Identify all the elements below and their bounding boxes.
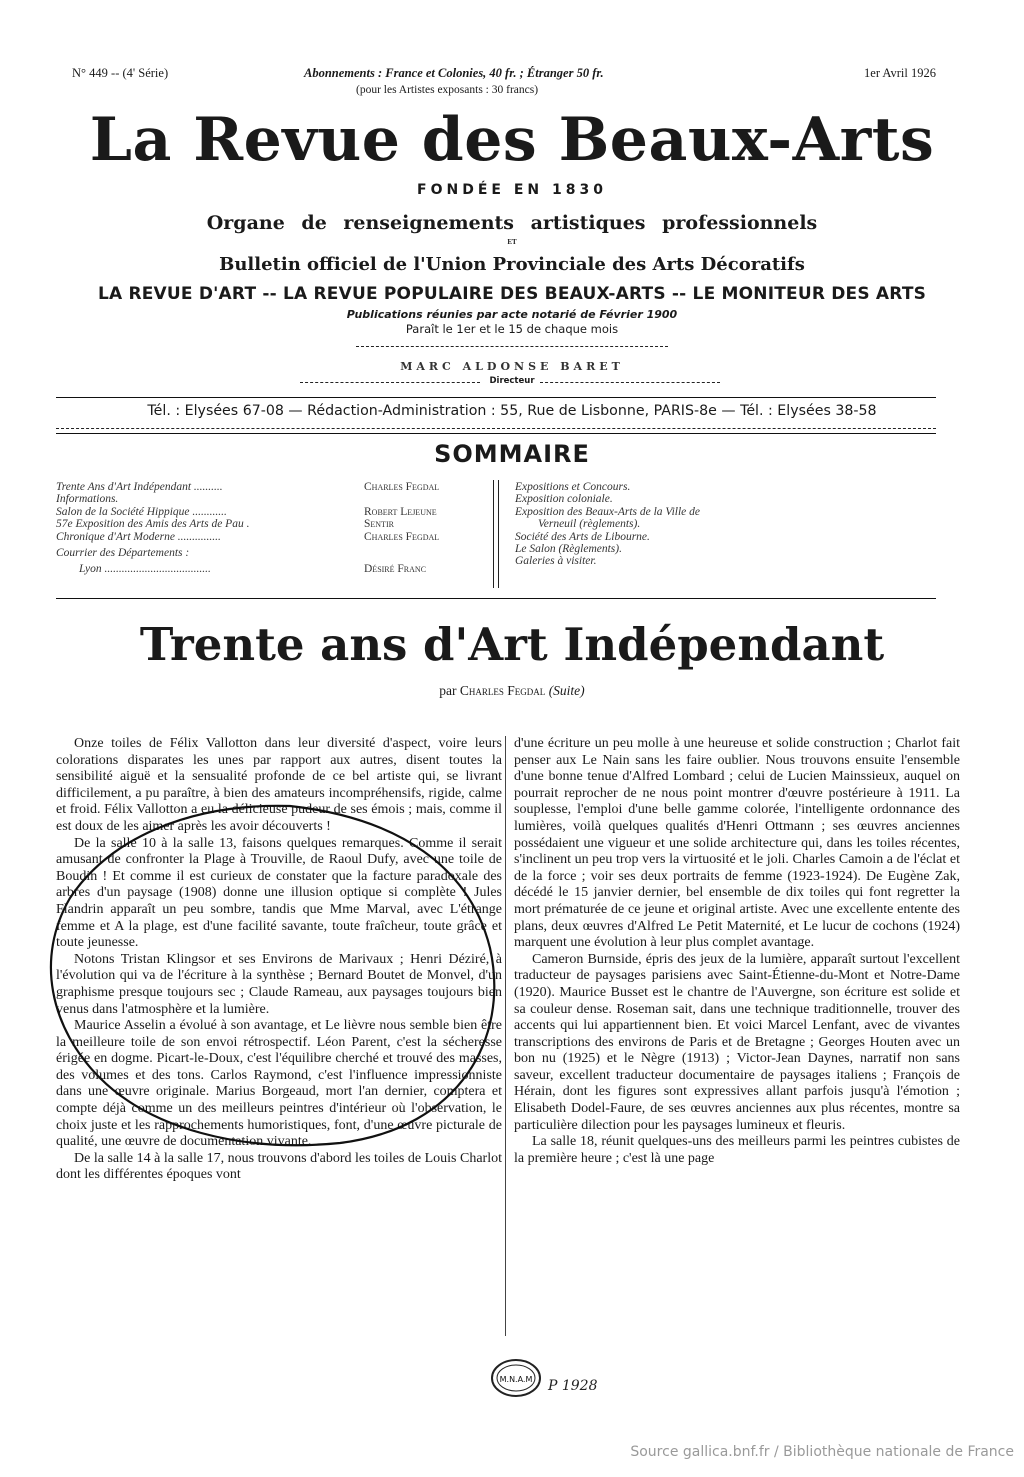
artist-subscription-price: (pour les Artistes exposants : 30 francs) (356, 84, 539, 96)
director-name: MARC ALDONSE BARET (400, 360, 624, 373)
contact-line: Tél. : Elysées 67-08 — Rédaction-Administration : 55, Rue de Lisbonne, PARIS-8e — Tél. : Elysées 38-58 (147, 403, 877, 419)
article-paragraph: De la salle 10 à la salle 13, faisons quelques remarques. Comme il serait amusant de confronter la Plage à Trouville, de Raoul Dufy, avec une toile de Boudin ! Et comme il est curieux de constater que la facture paradoxale des arbres d'un paysage (1908) donne une illusion optique si complète ! Jules Flandrin apparaît un peu sombre, tandis que Mme Marval, avec L'étrange femme et A la plage, est d'une facilité savante, toute fraîcheur, toute grâce et toute jeunesse. (56, 835, 502, 951)
divider (540, 382, 720, 383)
toc-entry (56, 481, 496, 493)
article-byline (0, 683, 1024, 699)
article-suite: (Suite) (548, 683, 585, 698)
toc-divider (498, 480, 499, 588)
toc-left-column (56, 481, 496, 576)
article-paragraph: Cameron Burnside, épris des jeux de la lumière, apparaît surtout l'excellent traducteur de paysages parisiens avec Saint-Étienne-du-Mont et Notre-Dame (1920). Maurice Busset est le chantre de l'Auvergne, son écriture est solide et sa couleur dense. Roseman sait, dans une technique traditionnelle, trouver des accents qui lui appartiennent bien. Et voici Marcel Lenfant, avec de vivantes transcriptions des environs de Paris et de Bretagne ; Georges Houten avec un bon nu (1925) et le Nègre (1913) ; Victor-Jean Daynes, narratif non sans saveur, excellent traducteur documentaire de paysages italiens ; François de Hérain, dont les figures sont expressives allant parfois jusqu'à l'émotion ; Elisabeth Dodel-Faure, de ses œuvres anciennes aux plus récentes, montre sa particulière dilection pour les paysages lumineux et fleuris. (514, 951, 960, 1133)
toc-entry: Verneuil (règlements). (515, 518, 641, 531)
toc-entry-title: Trente Ans d'Art Indépendant .......... (56, 481, 223, 493)
toc-entry (56, 563, 496, 575)
museum-stamp (490, 1354, 600, 1400)
toc-entry (56, 518, 496, 530)
toc-entry: Exposition coloniale. (515, 493, 613, 506)
toc-entry-author: Charles Fegdal (364, 481, 440, 493)
issue-date: 1er Avril 1926 (864, 66, 936, 80)
toc-entry-title: Informations. (56, 493, 119, 506)
toc-entry (56, 493, 496, 505)
toc-entry: Société des Arts de Libourne. (515, 530, 650, 543)
toc-divider (493, 480, 494, 588)
article-title: Trente ans d'Art Indépendant (139, 618, 885, 671)
source-attribution: Source gallica.bnf.fr / Bibliothèque nationale de France (630, 1444, 1014, 1460)
director-role: Directeur (489, 376, 535, 386)
divider (56, 397, 936, 398)
article-paragraph: Notons Tristan Klingsor et ses Environs de Marivaux ; Henri Déziré, à l'évolution qui va de l'écriture à la synthèse ; Bernard Boutet de Monvel, d'un graphisme presque toujours sec ; Claude Rameau, aux paysages toujours bien venus dans l'atmosphère et la lumière. (56, 951, 502, 1017)
founded-line: FONDÉE EN 1830 (417, 182, 607, 198)
toc-entry: Exposition des Beaux-Arts de la Ville de (515, 505, 701, 518)
toc-entry (56, 506, 496, 518)
divider (56, 598, 936, 599)
toc-entry-title: Salon de la Société Hippique ............ (56, 505, 227, 518)
toc-entry: Galeries à visiter. (515, 555, 597, 568)
frequency-note: Paraît le 1er et le 15 de chaque mois (405, 322, 619, 336)
toc-entry-author: Désiré Franc (364, 563, 427, 576)
masthead-title: La Revue des Beaux-Arts (89, 105, 935, 175)
article-paragraph: De la salle 14 à la salle 17, nous trouvons d'abord les toiles de Louis Charlot dont les différentes époques vont (56, 1150, 502, 1183)
divider (356, 346, 668, 347)
stamp-text: M.N.A.M (499, 1375, 533, 1384)
handwritten-circle-annotation (40, 798, 502, 1150)
toc-entry-title: Lyon ..................................... (56, 563, 211, 576)
toc-entry-title: 57e Exposition des Amis des Arts de Pau . (56, 518, 250, 531)
article-paragraph: La salle 18, réunit quelques-uns des meilleurs parmi les peintres cubistes de la première heure ; c'est là une page (514, 1134, 960, 1166)
toc-entry-author: Sentir (364, 518, 394, 531)
toc-entry-author: Robert Lejeune (364, 505, 437, 518)
toc-entry (56, 531, 496, 543)
column-divider (505, 736, 506, 1336)
article-paragraph: d'une écriture un peu molle à une heureuse et solide construction ; Charlot fait penser aux Le Nain sans les faire oublier. Nous trouvons ensuite l'ensemble d'une bonne tenue d'Alfred Lombard ; celui de Lucien Mainssieux, auquel on pourrait reprocher de ne nous point montrer d'œuvre postérieure à 1911. La souplesse, l'emploi d'une belle gamme colorée, l'intelligente ordonnance des lumières, voilà quelques qualités d'Henri Ottmann ; ses œuvres anciennes possédaient une vigueur et une solide architecture qui, dans les toiles récentes, s'inclinent un peu trop vers la virtuosité et le joli. Charles Camoin a de l'éclat et de la force ; voir ses deux portraits de femme (1923-1924). De Eugène Zak, décédé le 15 janvier dernier, bel ensemble de dix toiles qui font regretter la mort prématurée de ce jeune et original artiste. Avec une excellente entente des plans, deux œuvres d'Alfred Le Petit Maternité, et Le lucur de cochons (1924) marquent une évolution à leur plus complet avantage. (514, 736, 960, 951)
article-column-right (514, 736, 960, 1167)
byline-prefix: par (439, 683, 457, 698)
organe-line: Organe de renseignements artistiques professionnels (206, 212, 818, 234)
publications-note: Publications réunies par acte notarié de Février 1900 (346, 308, 678, 321)
stamp-handwriting: P 1928 (548, 1378, 598, 1394)
sommaire-heading: SOMMAIRE (434, 440, 590, 468)
article-author: Charles Fegdal (459, 683, 546, 698)
toc-entry (56, 547, 496, 559)
merged-reviews-line: LA REVUE D'ART -- LA REVUE POPULAIRE DES BEAUX-ARTS -- LE MONITEUR DES ARTS (97, 284, 927, 304)
toc-entry: Le Salon (Règlements). (515, 542, 622, 555)
divider (56, 428, 936, 429)
article-paragraph: Onze toiles de Félix Vallotton dans leur diversité d'aspect, voire leurs colorations disparates les unes par rapport aux autres, disent toutes la sensibilité aiguë et la sensualité profonde de ce bel artiste qui, se livrant difficilement, a pu paraître, à bien des amateurs incompréhensifs, rigide, calme et froid. Félix Vallotton a eu la délicieuse pudeur de ses émois ; mais, comme il est doux de les aimer après les avoir découverts ! (56, 736, 502, 834)
toc-entry-author: Charles Fegdal (364, 530, 440, 543)
toc-entry-title: Chronique d'Art Moderne ............... (56, 530, 221, 543)
header-info-line (72, 66, 936, 86)
bulletin-line: Bulletin officiel de l'Union Provinciale des Arts Décoratifs (219, 254, 805, 275)
issue-number: N° 449 -- (4' Série) (72, 66, 169, 80)
toc-entry: Expositions et Concours. (515, 481, 631, 493)
article-paragraph: Maurice Asselin a évolué à son avantage, et Le lièvre nous semble bien être la meilleure toile de son envoi rétrospectif. Léon Parent, c'est la sécheresse érigée en dogme. Picart-le-Doux, c'est l'équilibre cherché et trouvé des masses, des volumes et des tons. Carlos Raymond, c'est l'influence impressionniste dans une œuvre originale. Marius Borgeaud, mort l'an dernier, comptera et compte déjà comme un des meilleurs peintres d'intérieur où l'observation, le choix juste et les rapprochements humoristiques, font, d'une œuvre picturale de qualité, une œuvre de documentation vivante. (56, 1018, 502, 1150)
divider (56, 433, 936, 434)
et-connector: ET (507, 238, 517, 246)
subscription-prices: Abonnements : France et Colonies, 40 fr. ; Étranger 50 fr. (304, 66, 604, 80)
toc-entry-title: Courrier des Départements : (56, 546, 190, 559)
toc-right-column (515, 481, 935, 568)
